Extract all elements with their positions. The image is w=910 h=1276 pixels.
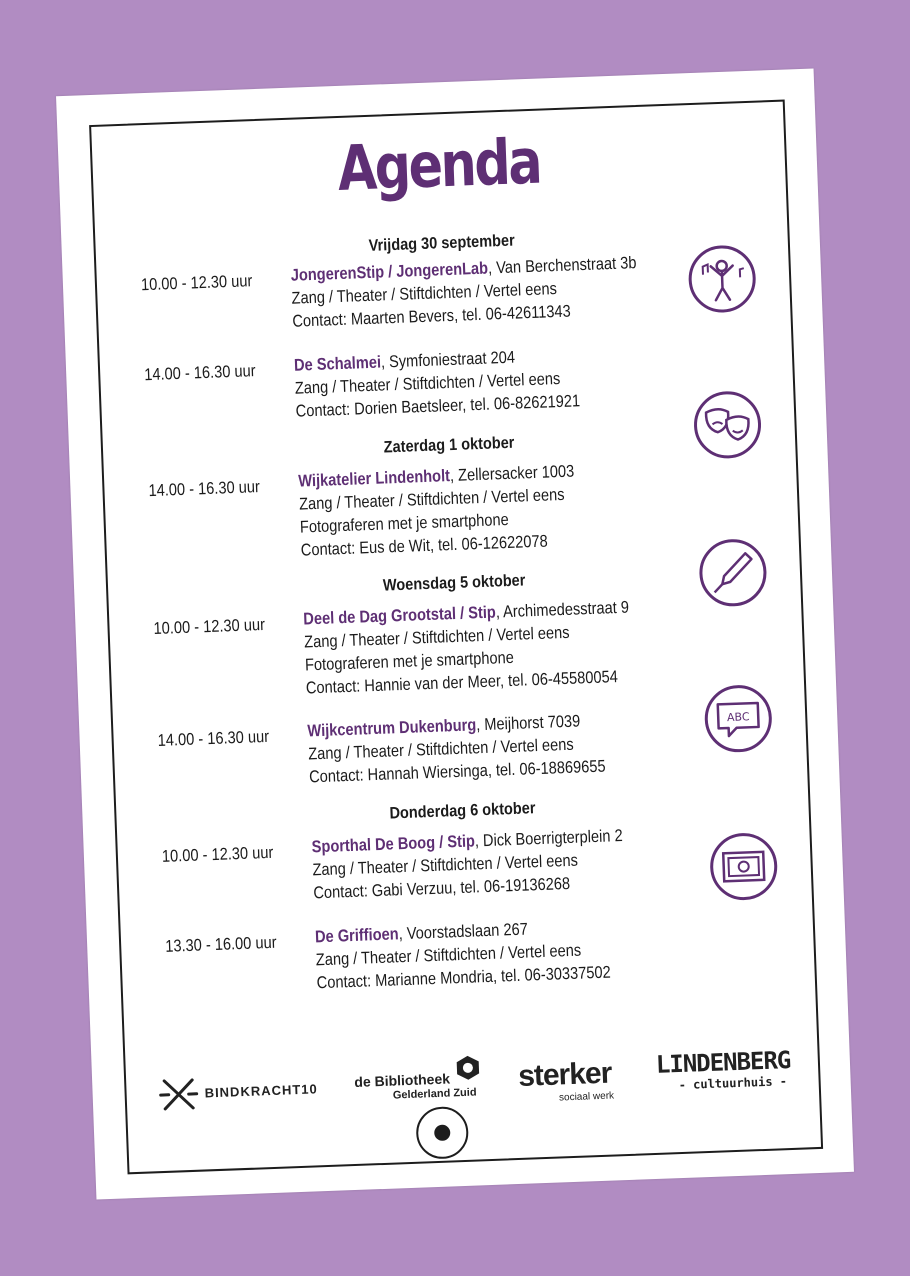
event-time: 14.00 - 16.30 uur [157,726,270,750]
abc-text: ABC [726,710,750,725]
bindkracht-logo: BINDKRACHT10 [204,1081,318,1101]
singer-icon [686,243,759,316]
photo-frame-icon [707,830,780,903]
event-location: Sporthal De Boog / Stip [311,831,476,857]
event-location: De Griffioen [314,924,399,947]
event-activities: Zang / Theater / Stiftdichten / Vertel eens [303,622,570,652]
pen-icon [697,537,770,610]
event-extra: Fotograferen met je smartphone [304,647,515,675]
event-details [303,596,632,700]
event-contact: Contact: Maarten Bevers, tel. 06-42611343 [292,301,572,331]
event-location: JongerenStip / JongerenLab [290,258,489,285]
event-time: 10.00 - 12.30 uur [161,842,274,866]
day-heading: Vrijdag 30 september [368,231,515,255]
event-time: 14.00 - 16.30 uur [143,361,256,385]
knob-dot [434,1125,451,1142]
event-contact: Contact: Hannie van der Meer, tel. 06-45580054 [305,667,619,698]
event-time: 13.30 - 16.00 uur [164,932,277,956]
event-address: , Zellersacker 1003 [449,461,575,486]
bibliotheek-sublabel: Gelderland Zuid [392,1086,477,1102]
event-activities: Zang / Theater / Stiftdichten / Vertel eens [291,279,558,308]
event-address: , Voorstadslaan 267 [398,919,529,944]
event-details [315,915,612,995]
sterker-sublabel: sociaal werk [558,1090,615,1104]
event-details [298,460,577,562]
event-activities: Zang / Theater / Stiftdichten / Vertel eens [312,850,579,880]
event-time: 10.00 - 12.30 uur [153,614,266,639]
lindenberg-logo: LINDENBERG [655,1046,791,1079]
bibliotheek-logo-icon [453,1053,482,1082]
event-address: , Symfoniestraat 204 [380,347,516,372]
day-heading: Zaterdag 1 oktober [383,433,515,457]
agenda-frame [89,100,823,1175]
event-extra: Fotograferen met je smartphone [299,509,510,537]
event-details [294,343,581,422]
event-location: Wijkcentrum Dukenburg [307,715,477,741]
event-address: , Dick Boerrigterplein 2 [474,825,624,851]
event-activities: Zang / Theater / Stiftdichten / Vertel eens [315,940,582,970]
agenda-sheet [56,68,854,1199]
sponsor-logos [126,1041,820,1126]
event-location: De Schalmei [293,352,382,375]
event-contact: Contact: Hannah Wiersinga, tel. 06-18869655 [308,756,606,787]
bibliotheek-logo: de Bibliotheek [354,1070,451,1090]
event-activities: Zang / Theater / Stiftdichten / Vertel eens [294,368,561,398]
day-heading: Woensdag 5 oktober [382,571,526,595]
event-contact: Contact: Dorien Baetsleer, tel. 06-82621921 [295,391,581,421]
event-address: , Archimedesstraat 9 [495,597,630,622]
event-contact: Contact: Marianne Mondria, tel. 06-30337502 [316,962,612,993]
event-location: Deel de Dag Grootstal / Stip [303,602,497,629]
event-contact: Contact: Gabi Verzuu, tel. 06-19136268 [313,873,571,903]
event-details [290,251,638,333]
event-details [311,824,624,904]
event-address: , Van Berchenstraat 3b [487,253,637,278]
event-time: 14.00 - 16.30 uur [148,477,261,501]
event-activities: Zang / Theater / Stiftdichten / Vertel eens [298,484,565,514]
bindkracht-logo-icon [156,1072,202,1118]
speech-bubble-abc-icon [702,682,775,755]
theater-masks-icon [691,389,764,462]
event-address: , Meijhorst 7039 [475,711,581,735]
event-activities: Zang / Theater / Stiftdichten / Vertel eens [307,734,574,764]
sterker-logo: sterker [517,1056,612,1093]
day-heading: Donderdag 6 oktober [389,799,536,823]
event-details [307,709,606,789]
event-location: Wijkatelier Lindenholt [297,466,451,491]
page-title: Agenda [336,124,542,205]
lindenberg-sublabel: - cultuurhuis - [678,1074,788,1093]
event-contact: Contact: Eus de Wit, tel. 06-12622078 [300,531,549,560]
event-time: 10.00 - 12.30 uur [140,271,253,295]
